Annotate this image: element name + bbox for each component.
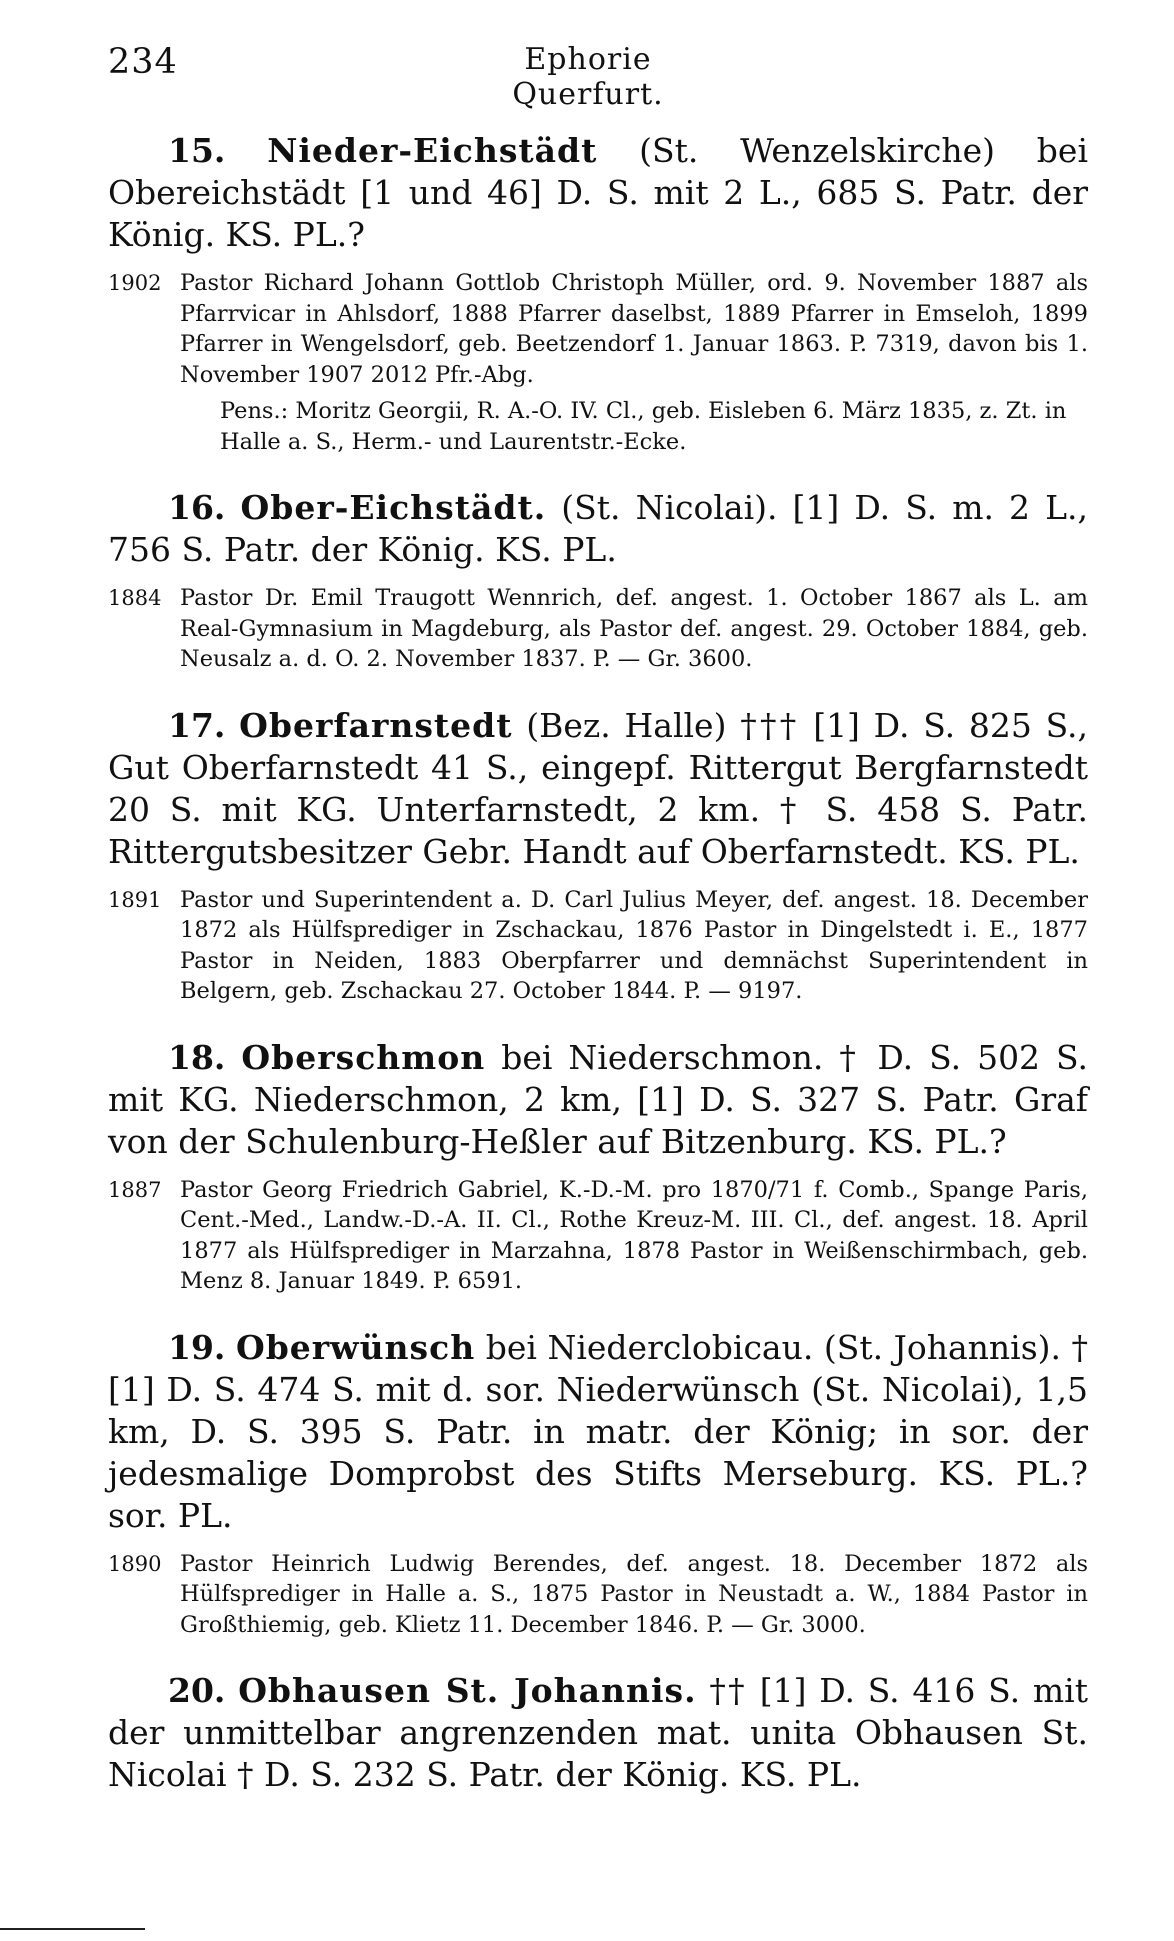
parish-entry bbox=[108, 1670, 1088, 1796]
parish-name: Ober-Eichstädt. bbox=[240, 488, 547, 527]
record-year: 1890 bbox=[108, 1551, 162, 1576]
parish-number: 19. bbox=[168, 1327, 226, 1367]
record-text: Pastor und Superintendent a. D. Carl Julius Meyer, def. angest. 18. December 1872 als Hülfsprediger in Zschackau, 1876 Pastor in Dingelstedt i. E., 1877 Pastor in Neiden, 1883 Oberpfarrer und demnächst Superintendent in Belgern, geb. Zschackau 27. October 1844. P. — 9197. bbox=[180, 886, 1088, 1004]
page-number: 234 bbox=[108, 42, 178, 82]
pastor-record bbox=[108, 583, 1088, 675]
parish-entry bbox=[108, 487, 1088, 675]
parish-number: 20. bbox=[168, 1671, 226, 1710]
parish-heading bbox=[108, 1037, 1088, 1163]
pension-note: Pens.: Moritz Georgii, R. A.-O. IV. Cl., geb. Eisleben 6. März 1835, z. Zt. in Halle a. S., Herm.- und Laurentstr.-Ecke. bbox=[220, 398, 1067, 455]
parish-number: 16. bbox=[168, 488, 226, 527]
record-text: Pastor Dr. Emil Traugott Wennrich, def. angest. 1. October 1867 als L. am Real-Gymnasium in Magdeburg, als Pastor def. angest. 29. October 1884, geb. Neusalz a. d. O. 2. November 1837. P. — Gr. 3600. bbox=[180, 585, 1088, 672]
parish-details: bei Niederschmon. † D. S. 502 S. mit KG. Niederschmon, 2 km, [1] D. S. 327 S. Patr. Graf von der Schulenburg-Heßler auf Bitzenburg. KS. PL.? bbox=[108, 1037, 1088, 1161]
parish-heading bbox=[108, 130, 1088, 256]
parish-number: 15. bbox=[168, 131, 226, 170]
parish-entry bbox=[108, 1037, 1088, 1297]
parish-details: †† [1] D. S. 416 S. mit der unmittelbar angrenzenden mat. unita Obhausen St. Nicolai † D. S. 232 S. Patr. der König. KS. PL. bbox=[108, 1671, 1088, 1794]
parish-name: Oberschmon bbox=[241, 1037, 486, 1077]
parish-name: Oberwünsch bbox=[235, 1327, 476, 1367]
page-content bbox=[108, 130, 1088, 1826]
parish-details: bei Niederclobicau. (St. Johannis). † [1] D. S. 474 S. mit d. sor. Niederwünsch (St. Nicolai), 1,5 km, D. S. 395 S. Patr. in matr. der König; in sor. der jedesmalige Domprobst des Stifts Merseburg. KS. PL.? sor. PL. bbox=[108, 1327, 1089, 1535]
record-text: Pastor Heinrich Ludwig Berendes, def. angest. 18. December 1872 als Hülfsprediger in Halle a. S., 1875 Pastor in Neustadt a. W., 1884 Pastor in Großthiemig, geb. Klietz 11. December 1846. P. — Gr. 3000. bbox=[180, 1550, 1088, 1638]
parish-heading bbox=[108, 1670, 1088, 1796]
record-year: 1891 bbox=[108, 887, 162, 912]
parish-details: (St. Wenzelskirche) bei Obereichstädt [1 und 46] D. S. mit 2 L., 685 S. Patr. der König. KS. PL.? bbox=[108, 131, 1088, 254]
record-year: 1902 bbox=[108, 271, 162, 295]
record-year: 1884 bbox=[108, 586, 162, 610]
record-text: Pastor Richard Johann Gottlob Christoph Müller, ord. 9. November 1887 als Pfarrvicar in Ahlsdorf, 1888 Pfarrer daselbst, 1889 Pfarrer in Emseloh, 1899 Pfarrer in Wengelsdorf, geb. Beetzendorf 1. Januar 1863. P. 7319, davon bis 1. November 1907 2012 Pfr.-Abg. bbox=[180, 270, 1088, 388]
pastor-record bbox=[108, 885, 1088, 1007]
parish-heading bbox=[108, 487, 1088, 571]
parish-number: 18. bbox=[168, 1037, 226, 1077]
record-text: Pastor Georg Friedrich Gabriel, K.-D.-M. pro 1870/71 f. Comb., Spange Paris, Cent.-Med., Landw.-D.-A. II. Cl., Rothe Kreuz-M. III. Cl., def. angest. 18. April 1877 als Hülfsprediger in Marzahna, 1878 Pastor in Weißenschirmbach, geb. Menz 8. Januar 1849. P. 6591. bbox=[180, 1176, 1088, 1294]
parish-entry bbox=[108, 1327, 1088, 1641]
footnote-rule bbox=[0, 1928, 145, 1930]
running-title: Ephorie Querfurt. bbox=[512, 42, 664, 112]
pastor-record bbox=[108, 1549, 1088, 1641]
parish-heading bbox=[108, 705, 1088, 873]
parish-entry bbox=[108, 705, 1088, 1007]
parish-heading bbox=[108, 1327, 1088, 1537]
parish-name: Oberfarnstedt bbox=[239, 705, 513, 745]
parish-details: (St. Nicolai). [1] D. S. m. 2 L., 756 S. Patr. der König. KS. PL. bbox=[108, 488, 1088, 569]
pastor-record bbox=[108, 1175, 1088, 1297]
parish-number: 17. bbox=[168, 705, 226, 745]
parish-name: Nieder-Eichstädt bbox=[267, 131, 598, 170]
record-year: 1887 bbox=[108, 1177, 162, 1202]
parish-entry bbox=[108, 130, 1088, 457]
page-header bbox=[108, 34, 1088, 112]
parish-name: Obhausen St. Johannis. bbox=[238, 1671, 697, 1710]
pastor-record bbox=[108, 268, 1088, 390]
parish-details: (Bez. Halle) ††† [1] D. S. 825 S., Gut Oberfarnstedt 41 S., eingepf. Rittergut Bergfarnstedt 20 S. mit KG. Unterfarnstedt, 2 km. † S. 458 S. Patr. Rittergutsbesitzer Gebr. Handt auf Oberfarnstedt. KS. PL. bbox=[108, 705, 1088, 871]
